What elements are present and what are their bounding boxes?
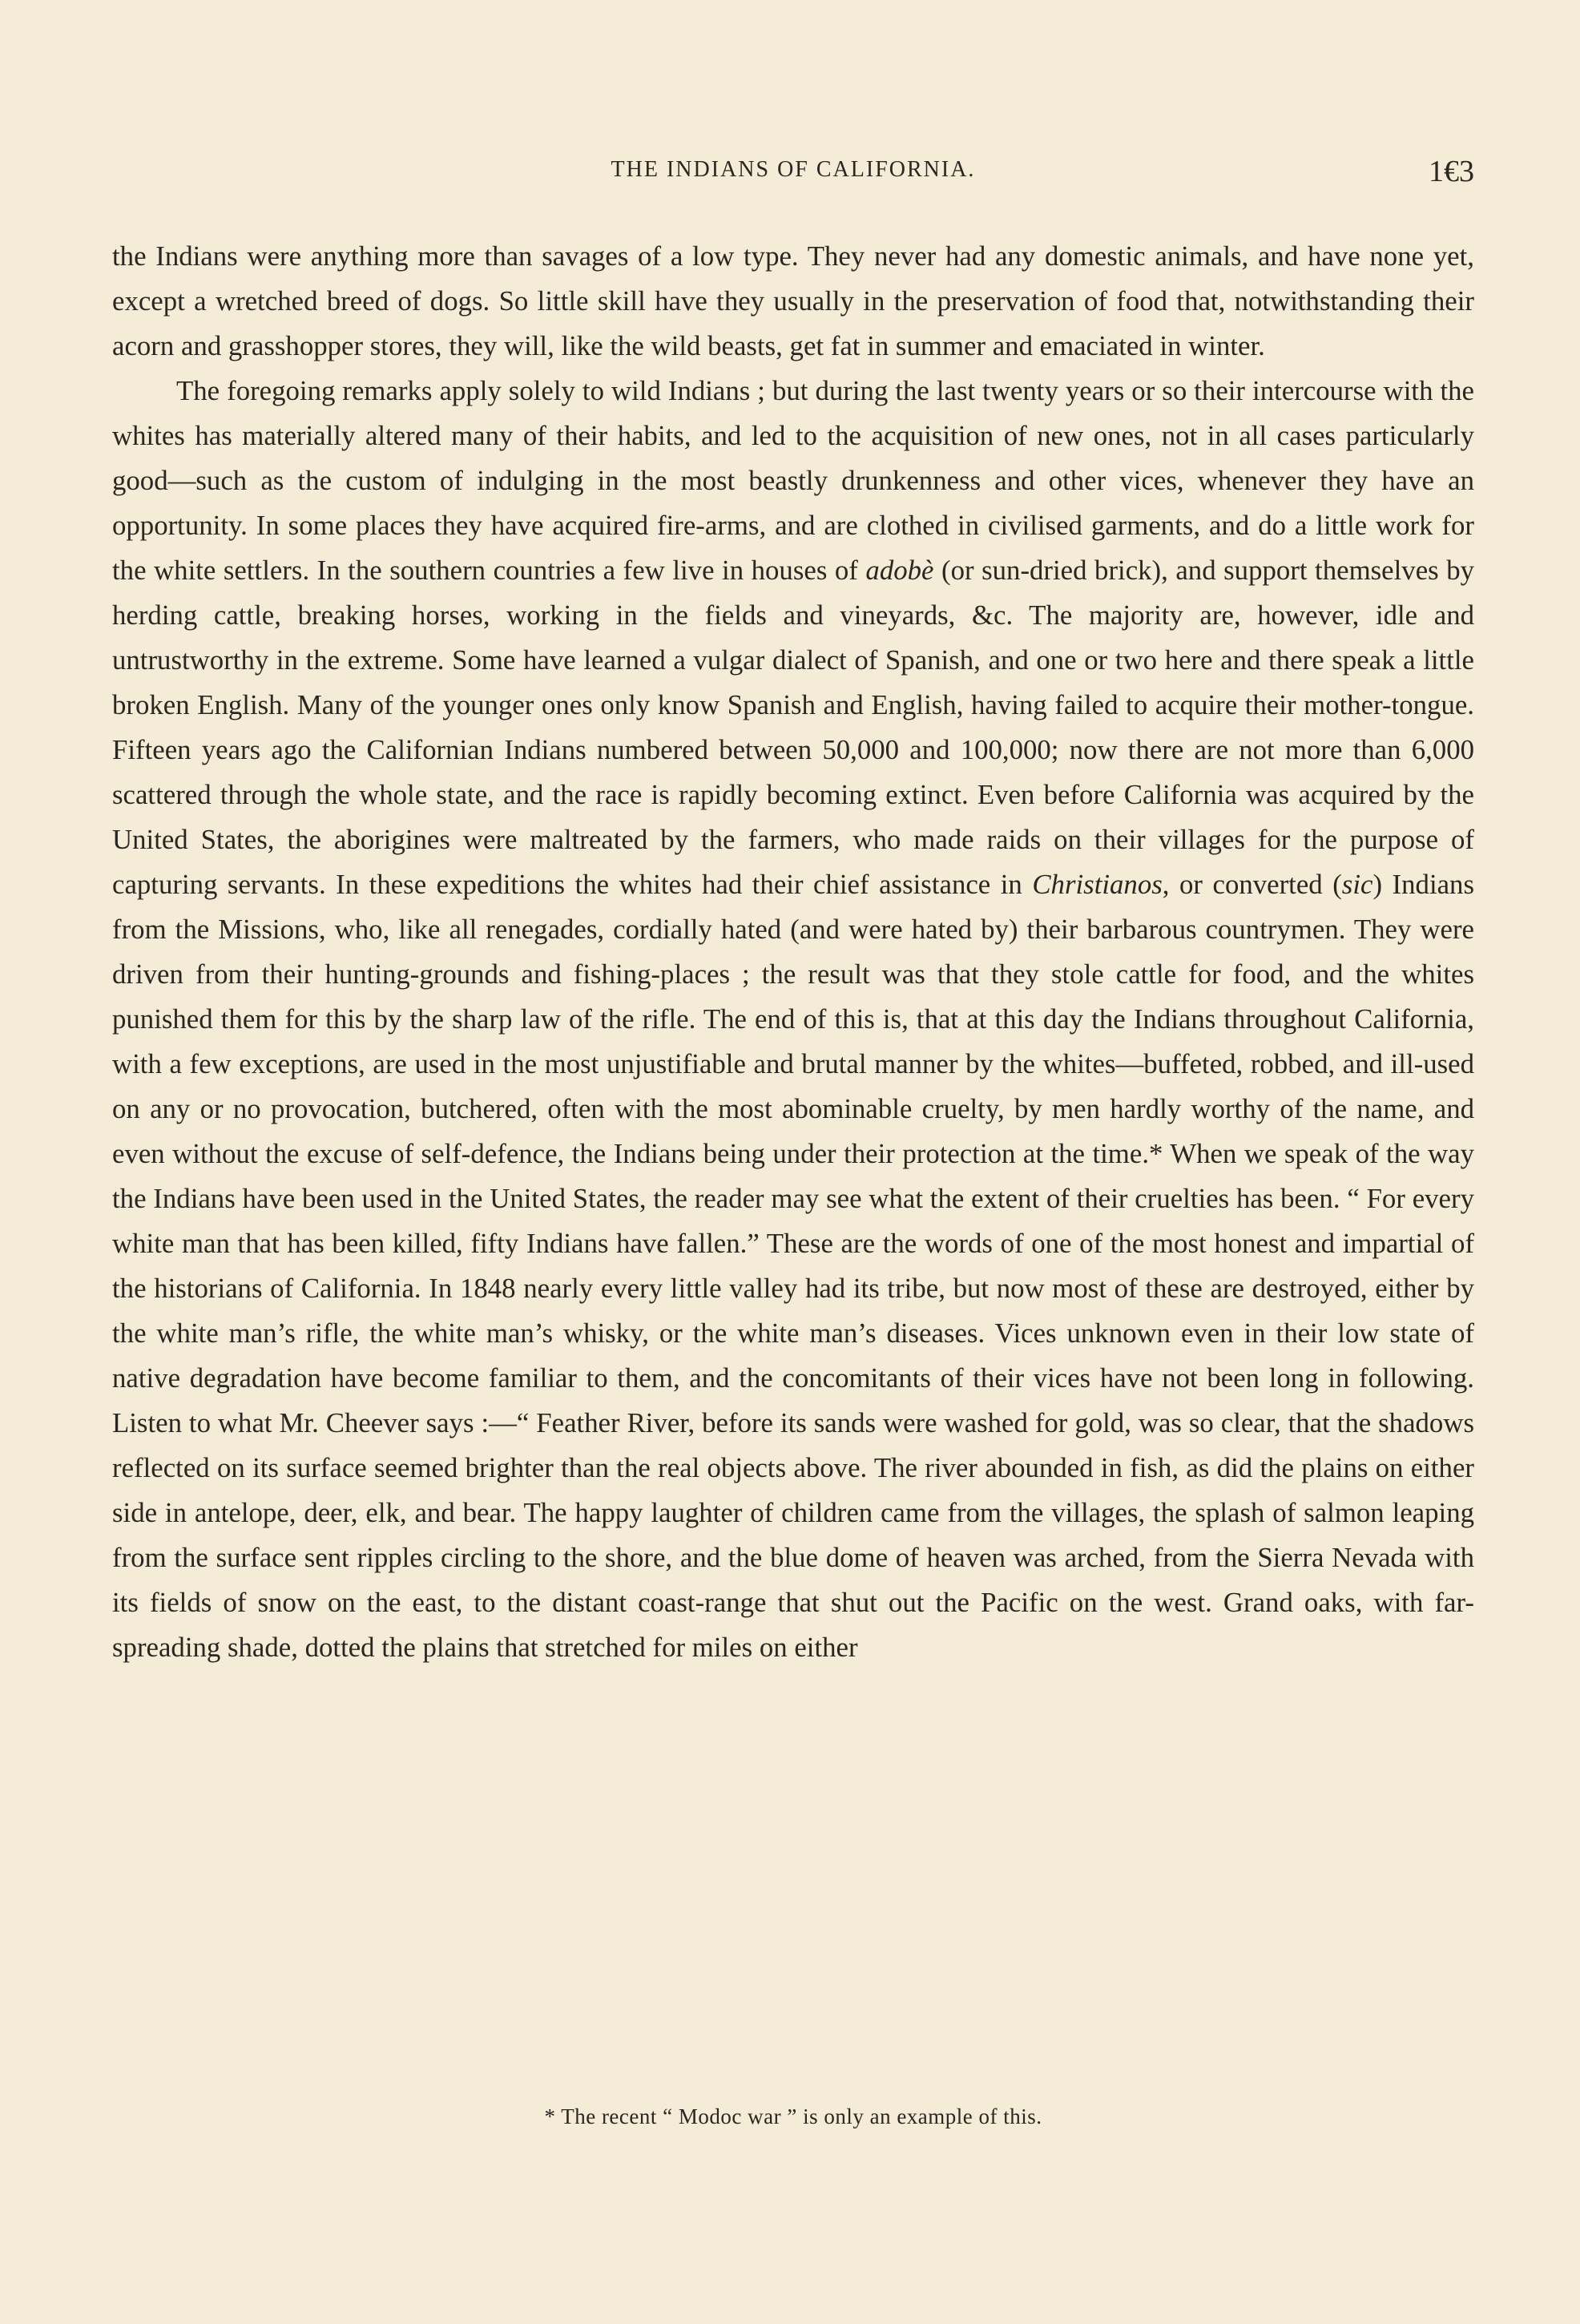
body-text <box>112 234 1474 1670</box>
page-header <box>112 154 1474 194</box>
italic-christianos: Christianos <box>1032 869 1163 900</box>
page-number: 1€3 <box>1429 155 1474 188</box>
italic-adobe: adobè <box>865 555 934 586</box>
running-head: THE INDIANS OF CALIFORNIA. <box>611 157 976 182</box>
paragraph-1: the Indians were anything more than savages of a low type. They never had any domestic animals, and have none yet, except a wretched breed of dogs. So little skill have they usually in the preservation of food that, notwithstanding their acorn and grasshopper stores, they will, like the wild beasts, get fat in summer and emaciated in winter. <box>112 240 1474 361</box>
paragraph-2 <box>112 369 1474 1670</box>
paragraph-2-text-d: ) Indians from the Missions, who, like all renegades, cordially hated (and were hated by) their barbarous countrymen. They were driven from their hunting-grounds and fishing-places ; the result was that they stole cattle for food, and the whites punished them for this by the sharp law of the rifle. The end of this is, that at this day the Indians throughout California, with a few exceptions, are used in the most unjustifiable and brutal manner by the whites—buffeted, robbed, and ill-used on any or no provocation, butchered, often with the most abominable cruelty, by men hardly worthy of the name, and even without the excuse of self-defence, the Indians being under their protection at the time.* When we speak of the way the Indians have been used in the United States, the reader may see what the extent of their cruelties has been. “ For every white man that has been killed, fifty Indians have fallen.” These are the words of one of the most honest and impartial of the historians of California. In 1848 nearly every little valley had its tribe, but now most of these are destroyed, either by the white man’s rifle, the white man’s whisky, or the white man’s diseases. Vices unknown even in their low state of native degradation have become familiar to them, and the concomitants of their vices have not been long in following. Listen to what Mr. Cheever says :—“ Feather River, before its sands were washed for gold, was so clear, that the shadows reflected on its surface seemed brighter than the real objects above. The river abounded in fish, as did the plains on either side in antelope, deer, elk, and bear. The happy laughter of children came from the villages, the splash of salmon leaping from the surface sent ripples circling to the shore, and the blue dome of heaven was arched, from the Sierra Nevada with its fields of snow on the east, to the distant coast-range that shut out the Pacific on the west. Grand oaks, with far-spreading shade, dotted the plains that stretched for miles on either <box>112 869 1474 1663</box>
footnote: * The recent “ Modoc war ” is only an example of this. <box>544 2104 1042 2128</box>
italic-sic: sic <box>1341 869 1373 900</box>
paragraph-2-text-a: The foregoing remarks apply solely to wild Indians ; but during the last twenty years or so their intercourse with the whites has materially altered many of their habits, and led to the acquisition of new ones, not in all cases particularly good—such as the custom of indulging in the most beastly drunkenness and other vices, whenever they have an opportunity. In some places they have acquired fire-arms, and are clothed in civilised garments, and do a little work for the white settlers. In the southern countries a few live in houses of <box>112 375 1474 586</box>
paragraph-2-text-b: (or sun-dried brick), and support themselves by herding cattle, breaking horses, working in the fields and vineyards, &c. The majority are, however, idle and untrustworthy in the extreme. Some have learned a vulgar dialect of Spanish, and one or two here and there speak a little broken English. Many of the younger ones only know Spanish and English, having failed to acquire their mother-tongue. Fifteen years ago the Californian Indians numbered between 50,000 and 100,000; now there are not more than 6,000 scattered through the whole state, and the race is rapidly becoming extinct. Even before California was acquired by the United States, the aborigines were maltreated by the farmers, who made raids on their villages for the purpose of capturing servants. In these expeditions the whites had their chief assistance in <box>112 555 1475 900</box>
paragraph-2-text-c: , or converted ( <box>1162 869 1342 900</box>
